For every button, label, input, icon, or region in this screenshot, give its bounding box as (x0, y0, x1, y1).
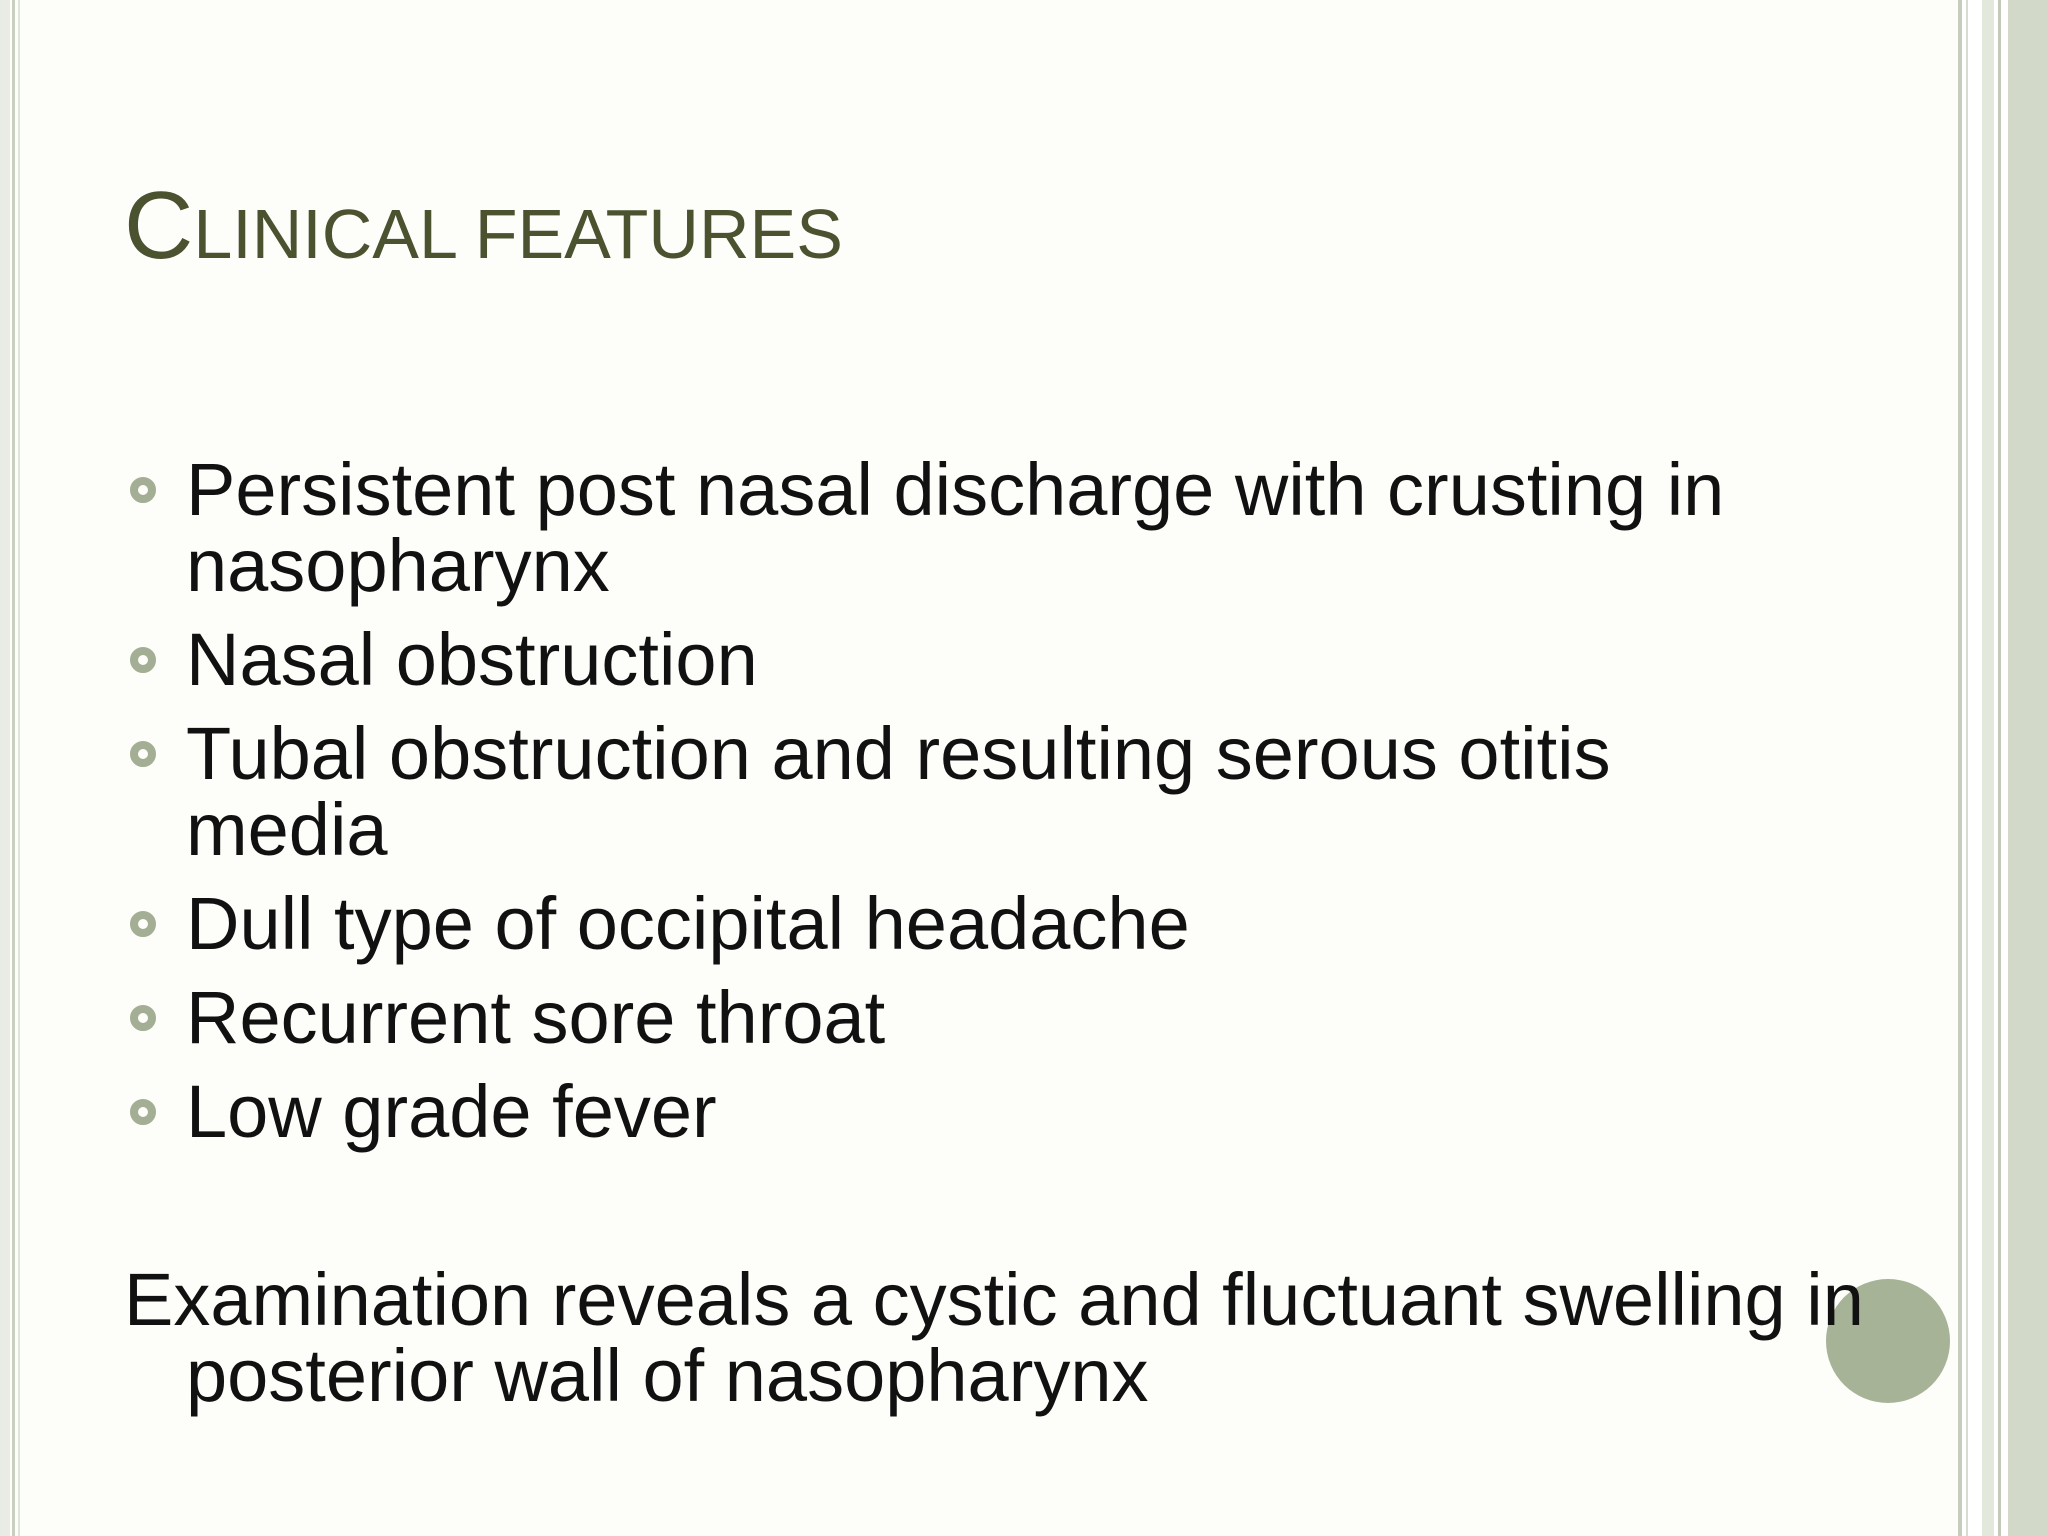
bullet-icon (130, 911, 156, 937)
title-initial: C (124, 172, 194, 279)
bullet-text: Low grade fever (186, 1070, 717, 1153)
bullet-icon (130, 647, 156, 673)
title-rest: LINICAL FEATURES (193, 195, 843, 273)
bullet-text: Persistent post nasal discharge with crusting in nasopharynx (186, 448, 1725, 607)
bullet-icon (130, 1099, 156, 1125)
bullet-text: Tubal obstruction and resulting serous otitis media (186, 712, 1611, 871)
bullet-icon (130, 741, 156, 767)
bullet-list (130, 448, 1770, 1168)
list-item (130, 618, 1770, 701)
left-border-line (0, 0, 10, 1536)
right-border-line (2008, 0, 2048, 1536)
list-item (130, 1070, 1770, 1153)
bullet-text: Nasal obstruction (186, 618, 758, 701)
right-border-line (1958, 0, 1962, 1536)
right-border-line (1998, 0, 2001, 1536)
right-border-line (1966, 0, 1968, 1536)
list-item (130, 712, 1770, 871)
bullet-icon (130, 1005, 156, 1031)
bullet-text: Recurrent sore throat (186, 976, 886, 1059)
examination-text: Examination reveals a cystic and fluctuant swelling in posterior wall of nasopharynx (124, 1258, 1864, 1417)
bullet-text: Dull type of occipital headache (186, 882, 1190, 965)
left-border-line (18, 0, 20, 1536)
list-item (130, 882, 1770, 965)
list-item (130, 448, 1770, 607)
bullet-icon (130, 477, 156, 503)
left-border-line (12, 0, 15, 1536)
list-item (130, 976, 1770, 1059)
right-border-line (1982, 0, 1994, 1536)
slide-title (124, 172, 843, 279)
